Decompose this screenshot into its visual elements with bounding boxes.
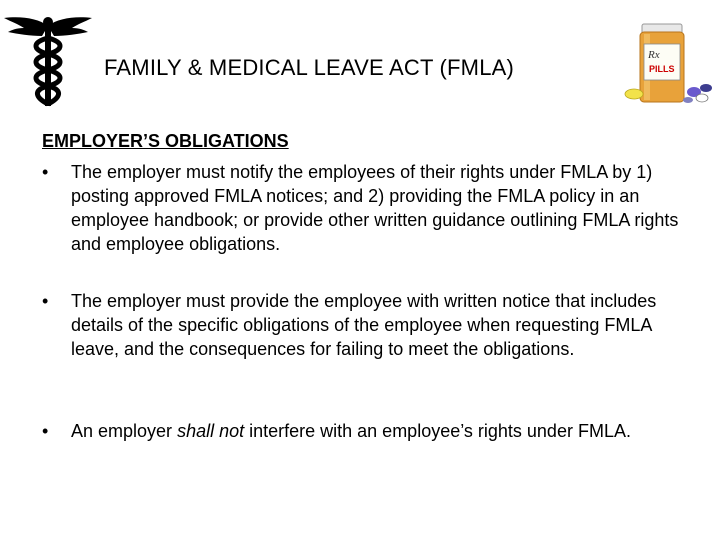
bullet-text <box>71 419 682 443</box>
bottle-text-label: PILLS <box>649 64 675 74</box>
list-item <box>42 160 682 256</box>
bullet-text: The employer must provide the employee with written notice that includes details of the specific obligations of the employee when requesting FMLA leave, and the consequences for failing to meet the obligations. <box>71 291 657 359</box>
list-item <box>42 419 682 443</box>
bullet-marker: • <box>42 421 49 441</box>
bullet-marker: • <box>42 162 49 182</box>
caduceus-icon <box>2 14 94 108</box>
list-item <box>42 289 682 361</box>
bullet-marker: • <box>42 291 49 311</box>
bullet-text-after: interfere with an employee’s rights under FMLA. <box>244 421 631 441</box>
page-title: FAMILY & MEDICAL LEAVE ACT (FMLA) <box>104 55 515 80</box>
bullet-text-before: An employer <box>71 421 178 441</box>
bullet-text: The employer must notify the employees of their rights under FMLA by 1) posting approved FMLA notices; and 2) providing the FMLA policy in an employee handbook; or provide other written guidance outlining FMLA rights and employee obligations. <box>71 162 679 254</box>
bottle-rx-label: Rx <box>648 49 660 61</box>
section-heading: EMPLOYER’S OBLIGATIONS <box>42 131 289 151</box>
bullet-text-emphasis: shall not <box>177 421 245 441</box>
